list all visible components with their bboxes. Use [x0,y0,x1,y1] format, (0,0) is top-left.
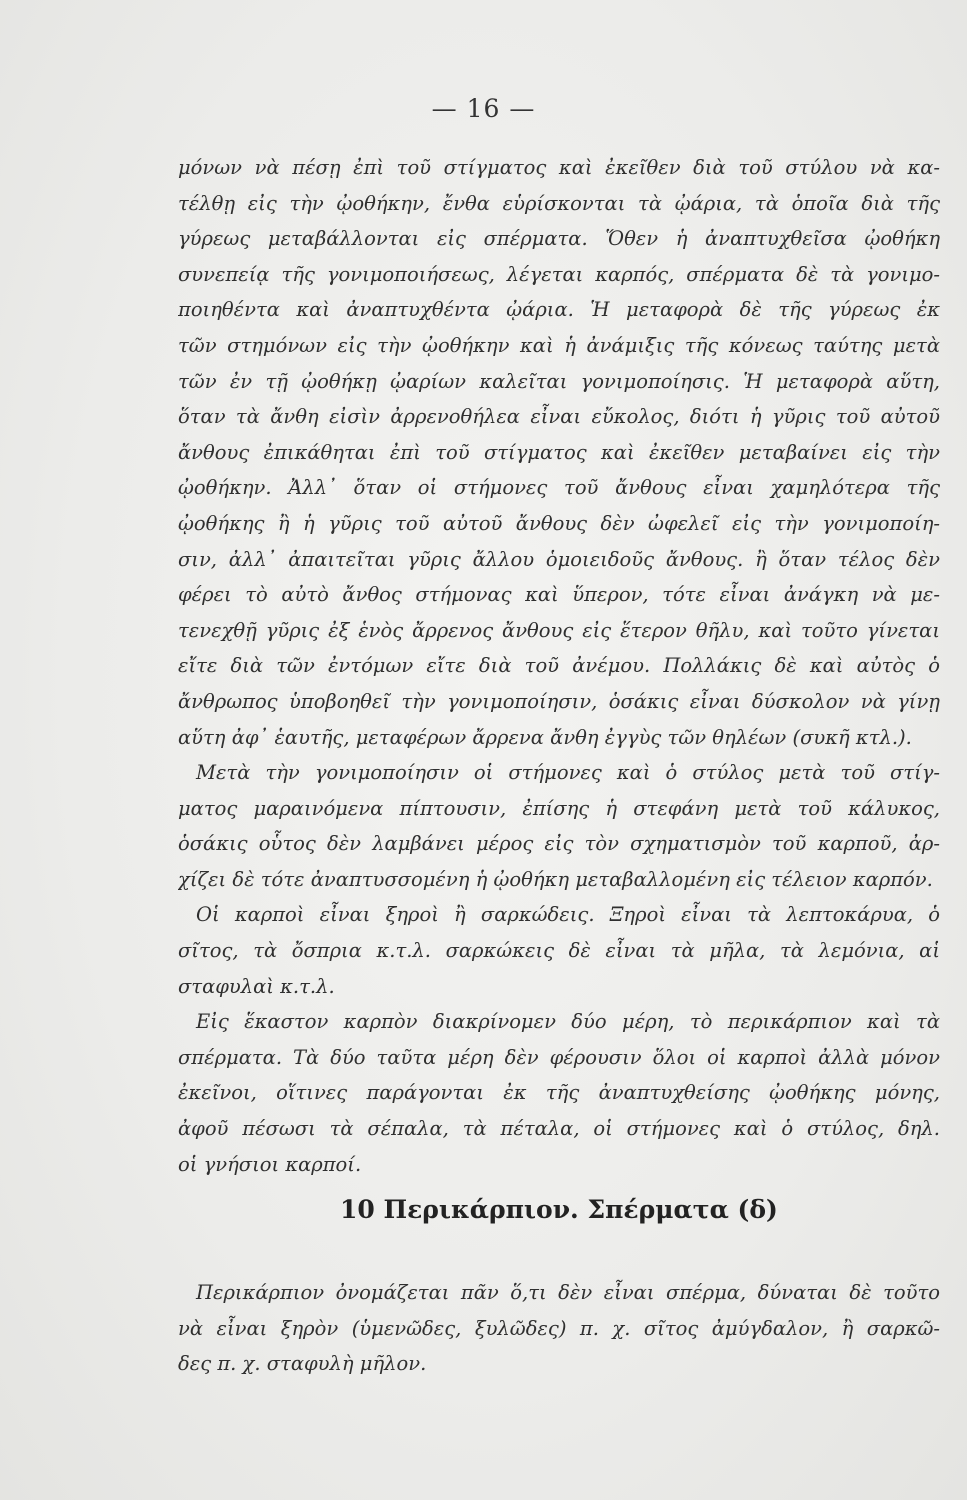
text-line: τενεχθῇ γῦρις ἐξ ἑνὸς ἄρρενος ἄνθους εἰς ἕτερον θῆλυ, καὶ τοῦτο γίνεται [178,618,940,642]
text-line: δες π. χ. σταφυλὴ μῆλον. [178,1352,427,1376]
section-heading: 10 Περικάρπιον. Σπέρματα (δ) [340,1195,778,1224]
text-line: ἐκεῖνοι, οἵτινες παράγονται ἐκ τῆς ἀναπτυχθείσης ᾠοθήκης μόνης, [178,1081,940,1105]
text-line: σῖτος, τὰ ὄσπρια κ.τ.λ. σαρκώκεις δὲ εἶναι τὰ μῆλα, τὰ λεμόνια, αἱ [178,939,940,963]
text-line: αὕτη ἀφ᾽ ἑαυτῆς, μεταφέρων ἄρρενα ἄνθη ἐγγὺς τῶν θηλέων (συκῆ κτλ.). [178,725,912,749]
body-text [178,150,940,1182]
text-line: Μετὰ τὴν γονιμοποίησιν οἱ στήμονες καὶ ὁ στύλος μετὰ τοῦ στίγ- [196,761,940,785]
text-line: χίζει δὲ τότε ἀναπτυσσομένη ἡ ᾠοθήκη μεταβαλλομένη εἰς τέλειον καρπόν. [178,867,933,891]
text-line: σταφυλαὶ κ.τ.λ. [178,974,335,998]
text-line: Περικάρπιον ὀνομάζεται πᾶν ὅ,τι δὲν εἶναι σπέρμα, δύναται δὲ τοῦτο [196,1281,940,1304]
text-line: σιν, ἀλλ᾽ ἀπαιτεῖται γῦρις ἄλλου ὁμοιειδοῦς ἄνθους. ἢ ὅταν τέλος δὲν [178,547,940,571]
text-line: νὰ εἶναι ξηρὸν (ὑμενῶδες, ξυλῶδες) π. χ. σῖτος ἀμύγδαλον, ἢ σαρκῶ- [178,1316,940,1340]
text-line: ὅταν τὰ ἄνθη εἰσὶν ἀρρενοθήλεα εἶναι εὔκολος, διότι ἡ γῦρις τοῦ αὐτοῦ [178,405,940,429]
text-line: σπέρματα. Τὰ δύο ταῦτα μέρη δὲν φέρουσιν ὅλοι οἱ καρποὶ ἀλλὰ μόνον [178,1045,940,1069]
section-body-text [178,1275,940,1382]
text-line: ἀφοῦ πέσωσι τὰ σέπαλα, τὰ πέταλα, οἱ στήμονες καὶ ὁ στύλος, δηλ. [178,1117,940,1141]
text-line: εἴτε διὰ τῶν ἐντόμων εἴτε διὰ τοῦ ἀνέμου. Πολλάκις δὲ καὶ αὐτὸς ὁ [178,654,940,678]
text-line: ἄνθους ἐπικάθηται ἐπὶ τοῦ στίγματος καὶ ἐκεῖθεν μεταβαίνει εἰς τὴν [178,440,940,464]
text-line: ᾠοθήκης ἢ ἡ γῦρις τοῦ αὐτοῦ ἄνθους δὲν ὠφελεῖ εἰς τὴν γονιμοποίη- [178,511,940,535]
text-line: φέρει τὸ αὐτὸ ἄνθος στήμονας καὶ ὕπερον, τότε εἶναι ἀνάγκη νὰ με- [178,583,940,607]
text-line: οἱ γνήσιοι καρποί. [178,1152,362,1176]
text-line: ἄνθρωπος ὑποβοηθεῖ τὴν γονιμοποίησιν, ὁσάκις εἶναι δύσκολον νὰ γίνῃ [178,689,940,713]
text-line: ὁσάκις οὗτος δὲν λαμβάνει μέρος εἰς τὸν σχηματισμὸν τοῦ καρποῦ, ἀρ- [178,832,940,856]
text-line: τῶν στημόνων εἰς τὴν ᾠοθήκην καὶ ἡ ἀνάμιξις τῆς κόνεως ταύτης μετὰ [178,333,940,357]
text-line: συνεπείᾳ τῆς γονιμοποιήσεως, λέγεται καρπός, σπέρματα δὲ τὰ γονιμο- [178,262,940,286]
text-line: Εἰς ἕκαστον καρπὸν διακρίνομεν δύο μέρη, τὸ περικάρπιον καὶ τὰ [196,1010,940,1034]
text-line: Οἱ καρποὶ εἶναι ξηροὶ ἢ σαρκώδεις. Ξηροὶ εἶναι τὰ λεπτοκάρυα, ὁ [196,903,940,927]
text-line: γύρεως μεταβάλλονται εἰς σπέρματα. Ὅθεν ἡ ἀναπτυχθεῖσα ᾠοθήκη [178,227,940,251]
text-line: τέλθῃ εἰς τὴν ᾠοθήκην, ἔνθα εὑρίσκονται τὰ ᾠάρια, τὰ ὁποῖα διὰ τῆς [178,191,940,215]
page-number: — 16 — [431,94,536,123]
text-line: ποιηθέντα καὶ ἀναπτυχθέντα ᾠάρια. Ἡ μεταφορὰ δὲ τῆς γύρεως ἐκ [178,298,940,322]
text-line: ματος μαραινόμενα πίπτουσιν, ἐπίσης ἡ στεφάνη μετὰ τοῦ κάλυκος, [178,796,940,820]
text-line: ᾠοθήκην. Ἀλλ᾽ ὅταν οἱ στήμονες τοῦ ἄνθους εἶναι χαμηλότερα τῆς [178,476,940,500]
text-line: μόνων νὰ πέσῃ ἐπὶ τοῦ στίγματος καὶ ἐκεῖθεν διὰ τοῦ στύλου νὰ κα- [178,156,940,179]
text-line: τῶν ἐν τῇ ᾠοθήκῃ ᾠαρίων καλεῖται γονιμοποίησις. Ἡ μεταφορὰ αὕτη, [178,369,940,393]
